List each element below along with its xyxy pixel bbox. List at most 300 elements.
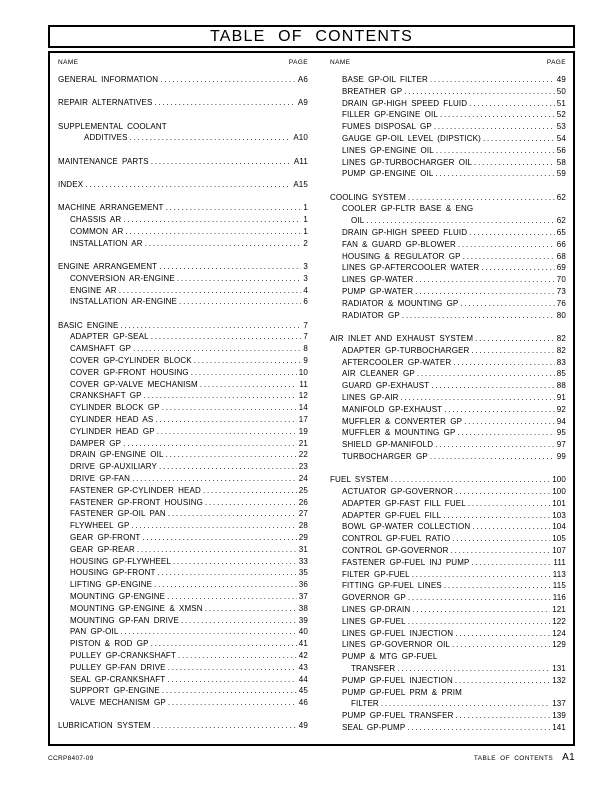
toc-page-number: 24 — [298, 474, 308, 484]
toc-entry-label: ACTUATOR GP-GOVERNOR — [342, 487, 454, 496]
toc-page-number: 107 — [552, 545, 566, 555]
toc-dot-leader — [151, 331, 302, 343]
toc-entry-line — [330, 274, 566, 286]
toc-dot-leader — [460, 298, 554, 310]
toc-page-number: 22 — [298, 450, 308, 460]
toc-page-number: 92 — [556, 404, 566, 414]
toc-entry-line — [330, 651, 566, 663]
toc-entry-label: MOUNTING GP-ENGINE & XMSN — [70, 603, 203, 613]
toc-entry-label: DRIVE GP-AUXILIARY — [70, 462, 158, 472]
toc-entry-label: ADAPTER GP-FUEL FILL — [342, 510, 442, 520]
toc-dot-leader — [469, 98, 555, 110]
toc-entry-label: PUMP GP-FUEL TRANSFER — [342, 711, 454, 721]
toc-page-number: 42 — [298, 650, 308, 660]
toc-dot-leader — [471, 345, 554, 357]
toc-page-number: 139 — [552, 711, 566, 721]
toc-section-block — [58, 320, 308, 709]
toc-page-number: 121 — [552, 604, 566, 614]
toc-entry-line — [330, 722, 566, 734]
toc-page-number: 99 — [556, 451, 566, 461]
toc-entry-label: ENGINE ARRANGEMENT — [58, 261, 158, 271]
toc-dot-leader — [160, 74, 296, 86]
page-title: TABLE OF CONTENTS — [209, 27, 413, 45]
toc-page-number: 43 — [298, 662, 308, 672]
toc-entry-label: COOLING SYSTEM — [330, 192, 406, 202]
toc-section-block — [330, 333, 566, 463]
toc-entry-line — [330, 286, 566, 298]
toc-dot-leader — [133, 343, 301, 355]
toc-entry-line — [330, 168, 566, 180]
toc-page-number: 83 — [556, 357, 566, 367]
toc-entry-line — [330, 521, 566, 533]
toc-dot-leader — [131, 520, 296, 532]
column-header-name: NAME — [330, 59, 351, 66]
toc-entry-line — [58, 485, 308, 497]
toc-dot-leader — [145, 238, 302, 250]
toc-page-number: A11 — [293, 156, 308, 166]
toc-entry-line — [330, 639, 566, 651]
document-number: CCRP8407-09 — [48, 755, 94, 762]
toc-page-number: 132 — [552, 675, 566, 685]
toc-dot-leader — [472, 521, 550, 533]
toc-entry-line — [330, 474, 566, 486]
toc-dot-leader — [132, 473, 297, 485]
toc-page-number: 11 — [299, 379, 308, 389]
toc-dot-leader — [144, 390, 297, 402]
toc-entry-line — [330, 192, 566, 204]
toc-page-number: 27 — [298, 509, 308, 519]
toc-page-number: 49 — [556, 75, 566, 84]
toc-entry-label: LINES GP-DRAIN — [342, 604, 411, 614]
toc-page-number: 100 — [552, 475, 566, 485]
toc-entry-label: CYLINDER HEAD GP — [70, 426, 155, 436]
toc-entry-line — [330, 310, 566, 322]
toc-page-number: 40 — [298, 627, 308, 637]
toc-page-number: 53 — [556, 122, 566, 132]
toc-page-number: 8 — [303, 344, 308, 354]
toc-page-number: 116 — [552, 593, 566, 603]
toc-dot-leader — [162, 402, 297, 414]
toc-entry-line — [330, 580, 566, 592]
toc-entry-label: HOUSING GP-FRONT — [70, 568, 156, 578]
toc-dot-leader — [452, 533, 550, 545]
toc-entry-label: LINES GP-TURBOCHARGER OIL — [342, 157, 473, 167]
toc-entry-label: COVER GP-VALVE MECHANISM — [70, 379, 198, 389]
toc-entry-label: GAUGE GP-OIL LEVEL (DIPSTICK) — [342, 133, 481, 143]
toc-page-number: 141 — [552, 722, 566, 732]
toc-dot-leader — [181, 615, 297, 627]
toc-page-number: 101 — [552, 498, 566, 508]
toc-dot-leader — [391, 474, 550, 486]
toc-entry-line — [330, 368, 566, 380]
toc-dot-leader — [159, 261, 301, 273]
toc-entry-line — [58, 367, 308, 379]
toc-dot-leader — [151, 638, 297, 650]
toc-dot-leader — [125, 226, 301, 238]
toc-entry-label: LINES GP-AFTERCOOLER WATER — [342, 263, 480, 273]
toc-entry-line — [58, 355, 308, 367]
toc-dot-leader — [440, 109, 555, 121]
toc-entry-line — [58, 579, 308, 591]
toc-dot-leader — [453, 357, 555, 369]
toc-entry-line — [58, 662, 308, 674]
toc-entry-label: ADAPTER GP-FAST FILL FUEL — [342, 498, 466, 508]
toc-entry-label: RADIATOR GP — [342, 310, 400, 320]
toc-page-number: 62 — [556, 216, 566, 226]
toc-entry-label: INSTALLATION AR — [70, 238, 143, 248]
toc-page-number: 1 — [303, 215, 308, 225]
toc-entry-line — [330, 451, 566, 463]
toc-dot-leader — [457, 427, 554, 439]
toc-page-number: 2 — [303, 238, 308, 248]
toc-page-number: 9 — [303, 356, 308, 366]
toc-dot-leader — [475, 333, 555, 345]
toc-entry-label: HOUSING GP-FLYWHEEL — [70, 556, 171, 566]
toc-entry-label: MOUNTING GP-ENGINE — [70, 591, 166, 601]
toc-entry-line — [58, 615, 308, 627]
toc-entry-line — [58, 261, 308, 273]
toc-page-number: 19 — [298, 426, 308, 436]
toc-entry-label: CONTROL GP-GOVERNOR — [342, 545, 449, 555]
toc-entry-line — [58, 97, 308, 109]
toc-entry-line — [58, 132, 308, 144]
toc-section-block — [58, 121, 308, 145]
toc-entry-line — [58, 320, 308, 332]
toc-page-number: 97 — [556, 440, 566, 450]
toc-entry-label: DRAIN GP-ENGINE OIL — [70, 450, 164, 460]
toc-entry-line — [58, 720, 308, 732]
toc-dot-leader — [142, 532, 296, 544]
toc-entry-label: BOWL GP-WATER COLLECTION — [342, 522, 471, 532]
toc-entry-line — [58, 449, 308, 461]
toc-page-number: 44 — [298, 674, 308, 684]
toc-entry-label: ADAPTER GP-TURBOCHARGER — [342, 345, 470, 355]
toc-entry-line — [58, 390, 308, 402]
toc-page-number: 82 — [556, 345, 566, 355]
toc-entry-label: LINES GP-FUEL — [342, 616, 406, 626]
toc-entry-label: BASIC ENGINE — [58, 320, 119, 330]
toc-page-number: 103 — [552, 510, 566, 520]
toc-entry-line — [330, 298, 566, 310]
toc-entry-line — [58, 461, 308, 473]
page-footer — [474, 752, 575, 763]
toc-entry-label: PISTON & ROD GP — [70, 639, 149, 649]
toc-entry-line — [58, 426, 308, 438]
toc-entry-label: BASE GP-OIL FILTER — [342, 75, 428, 84]
toc-entries-right — [330, 74, 566, 734]
toc-page-number: 51 — [556, 98, 566, 108]
toc-page-number: 113 — [552, 569, 566, 579]
toc-dot-leader — [455, 486, 550, 498]
toc-entries-left — [58, 74, 308, 732]
toc-entry-label: ADDITIVES — [84, 133, 128, 143]
toc-section-block — [330, 74, 566, 180]
toc-page-number: 58 — [556, 157, 566, 167]
toc-dot-leader — [119, 285, 302, 297]
toc-entry-line — [330, 121, 566, 133]
toc-page-number: 95 — [556, 428, 566, 438]
toc-entry-line — [330, 545, 566, 557]
toc-entry-line — [58, 473, 308, 485]
toc-page-number: A15 — [293, 179, 308, 189]
toc-page-number: 33 — [298, 556, 308, 566]
toc-entry-line — [58, 202, 308, 214]
toc-entry-line — [330, 145, 566, 157]
toc-dot-leader — [166, 449, 297, 461]
toc-entry-line — [58, 226, 308, 238]
toc-entry-line — [330, 157, 566, 169]
toc-entry-label: CYLINDER BLOCK GP — [70, 403, 160, 413]
toc-page-number: 124 — [552, 628, 566, 638]
toc-dot-leader — [408, 592, 551, 604]
toc-dot-leader — [412, 604, 550, 616]
toc-dot-leader — [121, 320, 302, 332]
toc-section-block — [330, 192, 566, 322]
toc-entry-label: COOLER GP-FLTR BASE & ENG — [342, 204, 474, 214]
toc-dot-leader — [468, 498, 550, 510]
toc-dot-leader — [154, 579, 297, 591]
toc-section-block — [58, 261, 308, 308]
toc-entry-label: OIL — [351, 216, 365, 226]
toc-entry-label: LINES GP-GOVERNOR OIL — [342, 640, 451, 650]
toc-dot-leader — [397, 663, 550, 675]
toc-dot-leader — [123, 438, 297, 450]
toc-entry-label: FASTENER GP-OIL PAN — [70, 509, 166, 519]
toc-entry-label: ADAPTER GP-SEAL — [70, 332, 149, 342]
toc-dot-leader — [469, 227, 555, 239]
toc-page-number: 3 — [303, 273, 308, 283]
toc-page-number: 62 — [556, 192, 566, 202]
toc-entry-label: FITTING GP-FUEL LINES — [342, 581, 442, 591]
toc-page-number: 70 — [556, 275, 566, 285]
toc-dot-leader — [155, 414, 296, 426]
toc-dot-leader — [153, 720, 297, 732]
toc-entry-line — [330, 74, 566, 86]
toc-entry-line — [58, 121, 308, 133]
toc-entry-label: MUFFLER & MOUNTING GP — [342, 428, 456, 438]
toc-entry-label: LINES GP-WATER — [342, 275, 414, 285]
toc-dot-leader — [194, 355, 302, 367]
toc-entry-line — [58, 214, 308, 226]
toc-entry-label: MACHINE ARRANGEMENT — [58, 203, 164, 213]
toc-page-number: 28 — [298, 521, 308, 531]
toc-entry-label: CYLINDER HEAD AS — [70, 415, 154, 425]
toc-entry-line — [330, 439, 566, 451]
toc-page-number: 129 — [552, 640, 566, 650]
toc-entry-label: FILTER GP-FUEL — [342, 569, 410, 579]
toc-entry-line — [58, 331, 308, 343]
toc-page-number: 14 — [298, 403, 308, 413]
toc-page-number: 38 — [298, 603, 308, 613]
toc-dot-leader — [481, 262, 555, 274]
toc-entry-label: MANIFOLD GP-EXHAUST — [342, 404, 443, 414]
toc-entry-label: FASTENER GP-FRONT HOUSING — [70, 497, 203, 507]
toc-entry-line — [330, 498, 566, 510]
toc-entry-label: FASTENER GP-FUEL INJ PUMP — [342, 557, 470, 567]
toc-entry-label: PUMP GP-FUEL PRM & PRIM — [342, 687, 462, 697]
toc-page-number: 36 — [298, 580, 308, 590]
toc-entry-label: FILLER GP-ENGINE OIL — [342, 110, 438, 120]
toc-entry-label: SUPPLEMENTAL COOLANT — [58, 121, 167, 131]
toc-page-number: 4 — [303, 285, 308, 295]
toc-dot-leader — [408, 192, 555, 204]
toc-entry-line — [58, 591, 308, 603]
toc-page-number: 29 — [298, 533, 308, 542]
toc-entry-label: TURBOCHARGER GP — [342, 451, 428, 461]
toc-page-number: 91 — [556, 392, 566, 402]
toc-entry-label: DRIVE GP-FAN — [70, 474, 131, 484]
toc-entry-label: SEAL GP-PUMP — [342, 722, 406, 732]
toc-page-number: 56 — [556, 145, 566, 155]
toc-entry-label: ENGINE AR — [70, 285, 117, 295]
toc-entry-line — [330, 109, 566, 121]
toc-dot-leader — [456, 710, 551, 722]
toc-page-number: 66 — [556, 239, 566, 249]
toc-entry-line — [58, 273, 308, 285]
toc-entry-label: INDEX — [58, 179, 84, 189]
toc-content-box — [48, 51, 575, 746]
toc-dot-leader — [168, 508, 297, 520]
toc-column-right — [330, 56, 566, 734]
toc-entry-label: SUPPORT GP-ENGINE — [70, 686, 160, 696]
toc-entry-line — [330, 628, 566, 640]
toc-entry-label: AIR CLEANER GP — [342, 369, 415, 379]
toc-dot-leader — [464, 416, 555, 428]
toc-dot-leader — [444, 404, 555, 416]
toc-page-number: 37 — [298, 591, 308, 601]
toc-page-number: 59 — [556, 169, 566, 179]
toc-entry-line — [330, 569, 566, 581]
toc-dot-leader — [130, 132, 292, 144]
toc-entry-label: INSTALLATION AR-ENGINE — [70, 297, 178, 307]
toc-entry-line — [330, 239, 566, 251]
toc-page-number: 17 — [298, 415, 308, 425]
toc-entry-line — [58, 556, 308, 568]
toc-entry-label: COVER GP-FRONT HOUSING — [70, 367, 189, 377]
toc-dot-leader — [431, 380, 554, 392]
toc-dot-leader — [436, 145, 555, 157]
toc-dot-leader — [167, 591, 297, 603]
toc-entry-line — [330, 380, 566, 392]
toc-entry-label: GUARD GP-EXHAUST — [342, 381, 430, 391]
toc-entry-label: BREATHER GP — [342, 86, 403, 96]
toc-entry-line — [330, 251, 566, 263]
toc-dot-leader — [474, 157, 555, 169]
toc-entry-label: GENERAL INFORMATION — [58, 75, 159, 84]
toc-dot-leader — [154, 97, 295, 109]
toc-entry-line — [58, 402, 308, 414]
toc-page-number: 12 — [298, 391, 308, 401]
toc-entry-line — [58, 497, 308, 509]
toc-dot-leader — [435, 439, 555, 451]
toc-page-number: A9 — [297, 98, 308, 108]
toc-entry-label: LIFTING GP-ENGINE — [70, 580, 153, 590]
toc-dot-leader — [191, 367, 297, 379]
toc-page-number: 31 — [298, 544, 308, 554]
toc-entry-line — [58, 285, 308, 297]
toc-page-number: 69 — [556, 263, 566, 273]
toc-page-number: 65 — [556, 228, 566, 238]
toc-entry-label: MOUNTING GP-FAN DRIVE — [70, 615, 179, 625]
toc-entry-line — [58, 603, 308, 615]
toc-page-number: 105 — [552, 534, 566, 544]
toc-entry-label: GOVERNOR GP — [342, 593, 406, 603]
toc-entry-label: PULLEY GP-FAN DRIVE — [70, 662, 166, 672]
toc-entry-line — [58, 238, 308, 250]
toc-entry-line — [330, 133, 566, 145]
toc-entry-line — [330, 675, 566, 687]
toc-entry-line — [330, 510, 566, 522]
page-title-box — [48, 25, 575, 48]
toc-entry-label: SEAL GP-CRANKSHAFT — [70, 674, 166, 684]
toc-entry-label: DRAIN GP-HIGH SPEED FLUID — [342, 228, 468, 238]
toc-page-number: 41 — [298, 639, 308, 649]
toc-dot-leader — [408, 616, 550, 628]
footer-page-number: A1 — [562, 752, 575, 763]
toc-entry-label: CHASSIS AR — [70, 215, 122, 225]
toc-page-number: 3 — [303, 261, 308, 271]
toc-dot-leader — [451, 545, 551, 557]
toc-dot-leader — [463, 251, 555, 263]
toc-dot-leader — [430, 74, 555, 86]
toc-dot-leader — [121, 626, 297, 638]
toc-page-number: 137 — [552, 699, 566, 709]
toc-dot-leader — [407, 722, 550, 734]
toc-dot-leader — [205, 603, 297, 615]
toc-entry-label: AIR INLET AND EXHAUST SYSTEM — [330, 333, 474, 343]
toc-entry-label: SHIELD GP-MANIFOLD — [342, 440, 434, 450]
toc-dot-leader — [436, 168, 555, 180]
toc-page-number: 73 — [556, 287, 566, 297]
toc-page-number: 10 — [298, 367, 308, 377]
toc-page-number: 1 — [303, 226, 308, 236]
toc-entry-label: LINES GP-AIR — [342, 392, 399, 402]
toc-dot-leader — [203, 485, 297, 497]
toc-entry-label: VALVE MECHANISM GP — [70, 698, 166, 708]
toc-entry-label: LUBRICATION SYSTEM — [58, 721, 151, 731]
column-header-left — [58, 59, 308, 66]
toc-entry-line — [330, 345, 566, 357]
toc-dot-leader — [173, 556, 297, 568]
toc-page-number: 76 — [556, 298, 566, 308]
toc-page-number: 115 — [552, 581, 566, 591]
toc-page-number: 82 — [556, 333, 566, 343]
toc-entry-line — [58, 438, 308, 450]
toc-entry-label: RADIATOR & MOUNTING GP — [342, 298, 459, 308]
toc-dot-leader — [443, 510, 550, 522]
toc-page-number: 35 — [298, 568, 308, 578]
toc-page-number: 46 — [298, 698, 308, 708]
column-header-page: PAGE — [288, 59, 308, 66]
toc-page-number: 25 — [298, 485, 308, 495]
toc-entry-line — [330, 698, 566, 710]
toc-entry-line — [58, 650, 308, 662]
toc-entry-label: TRANSFER — [351, 663, 396, 673]
toc-page-number: 111 — [553, 557, 566, 567]
toc-entry-line — [330, 533, 566, 545]
toc-dot-leader — [178, 650, 297, 662]
toc-dot-leader — [402, 310, 555, 322]
toc-dot-leader — [455, 628, 550, 640]
toc-entry-label: CRANKSHAFT GP — [70, 391, 142, 401]
toc-dot-leader — [168, 697, 297, 709]
toc-page-number: A10 — [293, 133, 308, 143]
toc-entry-label: FAN & GUARD GP-BLOWER — [342, 239, 456, 249]
toc-entry-label: FUMES DISPOSAL GP — [342, 122, 432, 132]
toc-page-number: 39 — [298, 615, 308, 625]
toc-page-number: 52 — [556, 110, 566, 120]
toc-entry-line — [330, 663, 566, 675]
